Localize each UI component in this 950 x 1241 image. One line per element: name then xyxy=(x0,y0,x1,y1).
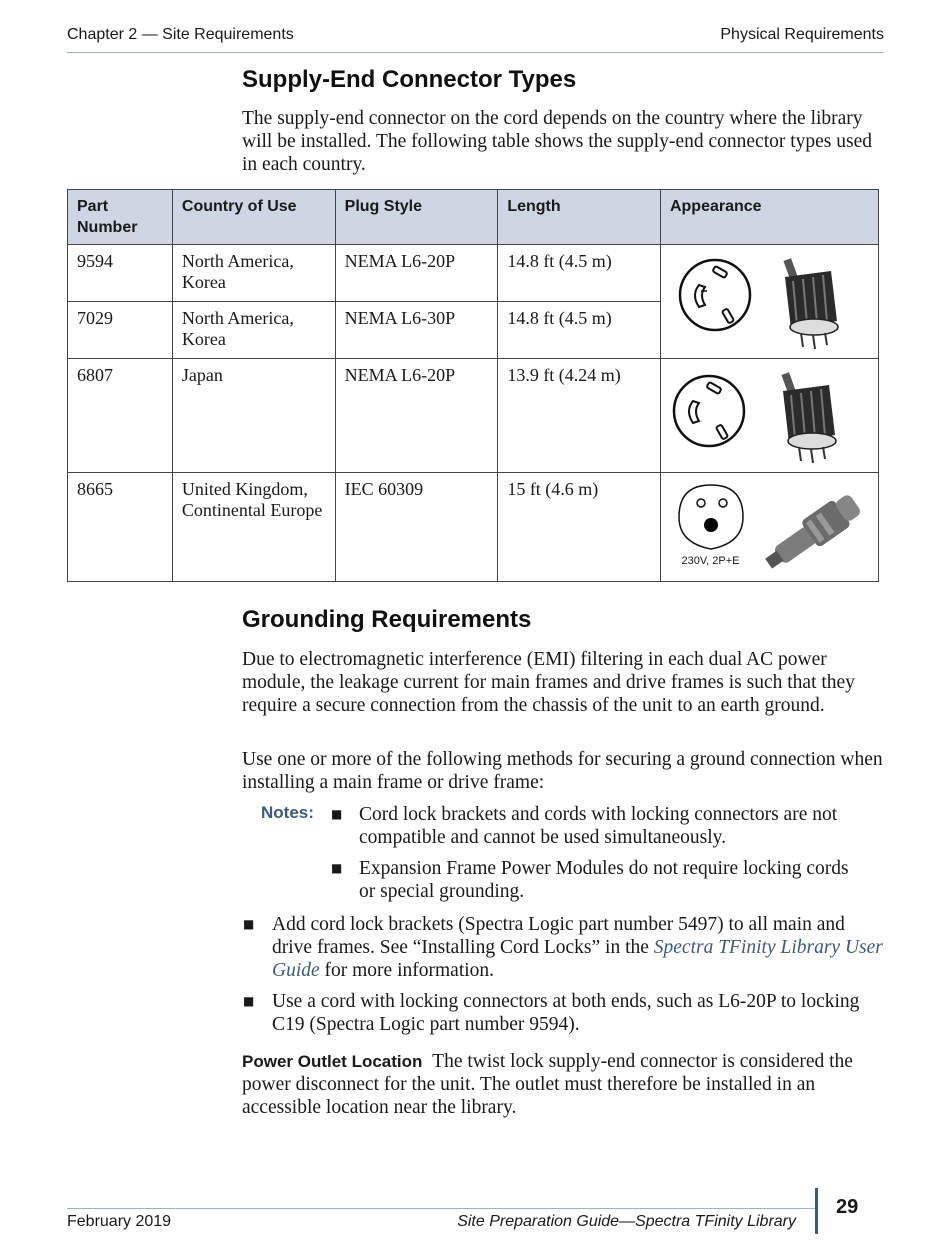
iec-caption: 230V, 2P+E xyxy=(681,555,740,567)
cell-part: 8665 xyxy=(68,473,173,582)
cell-country: Japan xyxy=(172,359,335,473)
bullet-item-cord-lock-text: Add cord lock brackets (Spectra Logic part number 5497) to all main and drive frames. See “Installing Cord Locks” in the xyxy=(272,914,845,958)
bullet-item-cord-lock-tail: for more information. xyxy=(319,960,495,981)
bullet-item-locking-cord: Use a cord with locking connectors at both ends, such as L6-20P to locking C19 (Spectra Logic part number 9594). xyxy=(272,991,860,1035)
appearance-nema-l6 xyxy=(660,245,878,359)
cell-plug: NEMA L6-20P xyxy=(335,359,498,473)
col-header-plug: Plug Style xyxy=(335,190,498,245)
cell-part: 6807 xyxy=(68,359,173,473)
page-header xyxy=(67,26,884,53)
footer-doc-title: Site Preparation Guide—Spectra TFinity Library xyxy=(457,1213,796,1230)
power-outlet-paragraph xyxy=(242,1050,884,1119)
grounding-paragraph-2: Use one or more of the following methods for securing a ground connection when installing a main frame or drive frame: xyxy=(242,749,883,793)
user-guide-link[interactable]: Spectra TFinity Library User Guide xyxy=(272,937,883,981)
bullet-item-cord-lock xyxy=(272,913,884,982)
cell-length: 14.8 ft (4.5 m) xyxy=(498,302,661,359)
cell-country: United Kingdom, Continental Europe xyxy=(172,473,335,582)
appearance-iec xyxy=(660,473,878,582)
section-title-connector-types: Supply-End Connector Types xyxy=(242,66,577,93)
header-section: Physical Requirements xyxy=(720,26,884,43)
cell-part: 9594 xyxy=(68,245,173,302)
col-header-country: Country of Use xyxy=(172,190,335,245)
table-row xyxy=(68,473,879,582)
cell-plug: IEC 60309 xyxy=(335,473,498,582)
table-header-row xyxy=(68,190,879,245)
col-header-appearance: Appearance xyxy=(660,190,878,245)
table-row xyxy=(68,245,879,302)
power-outlet-label: Power Outlet Location xyxy=(242,1052,423,1071)
note-item-2: Expansion Frame Power Modules do not require locking cords or special grounding. xyxy=(359,858,849,902)
bullet-square-icon: ■ xyxy=(331,861,343,875)
header-chapter: Chapter 2 — Site Requirements xyxy=(67,26,294,43)
grounding-paragraph-1: Due to electromagnetic interference (EMI) filtering in each dual AC power module, the leakage current for main frames and drive frames is such that they require a secure connection from the chassis of the unit to an earth ground. xyxy=(242,649,855,716)
cell-plug: NEMA L6-20P xyxy=(335,245,498,302)
nema-l6-plug-illustration xyxy=(661,245,877,353)
nema-l6-plug-japan-illustration xyxy=(661,359,877,467)
cell-country: North America, Korea xyxy=(172,245,335,302)
note-item-1: Cord lock brackets and cords with locking connectors are not compatible and cannot be used simultaneously. xyxy=(359,804,838,848)
footer-date: February 2019 xyxy=(67,1213,172,1230)
bullet-square-icon: ■ xyxy=(243,994,255,1008)
cell-length: 13.9 ft (4.24 m) xyxy=(498,359,661,473)
page-number: 29 xyxy=(836,1196,859,1218)
cell-length: 14.8 ft (4.5 m) xyxy=(498,245,661,302)
notes-label: Notes: xyxy=(261,803,314,822)
col-header-length: Length xyxy=(498,190,661,245)
cell-country: North America, Korea xyxy=(172,302,335,359)
connector-intro-paragraph: The supply-end connector on the cord depends on the country where the library will be installed. The following table shows the supply-end connector types used in each country. xyxy=(242,108,873,175)
bullet-square-icon: ■ xyxy=(331,807,343,821)
footer-page-bar xyxy=(815,1188,818,1234)
bullet-square-icon: ■ xyxy=(243,917,255,931)
power-outlet-text: The twist lock supply-end connector is considered the power disconnect for the unit. The outlet must therefore be installed in an accessible location near the library. xyxy=(242,1051,853,1118)
appearance-japan xyxy=(660,359,878,473)
footer-rule xyxy=(67,1208,815,1209)
cell-plug: NEMA L6-30P xyxy=(335,302,498,359)
section-title-grounding: Grounding Requirements xyxy=(242,606,532,633)
col-header-part: Part Number xyxy=(68,190,173,245)
cell-length: 15 ft (4.6 m) xyxy=(498,473,661,582)
cell-part: 7029 xyxy=(68,302,173,359)
table-row xyxy=(68,359,879,473)
connector-table xyxy=(67,189,879,582)
